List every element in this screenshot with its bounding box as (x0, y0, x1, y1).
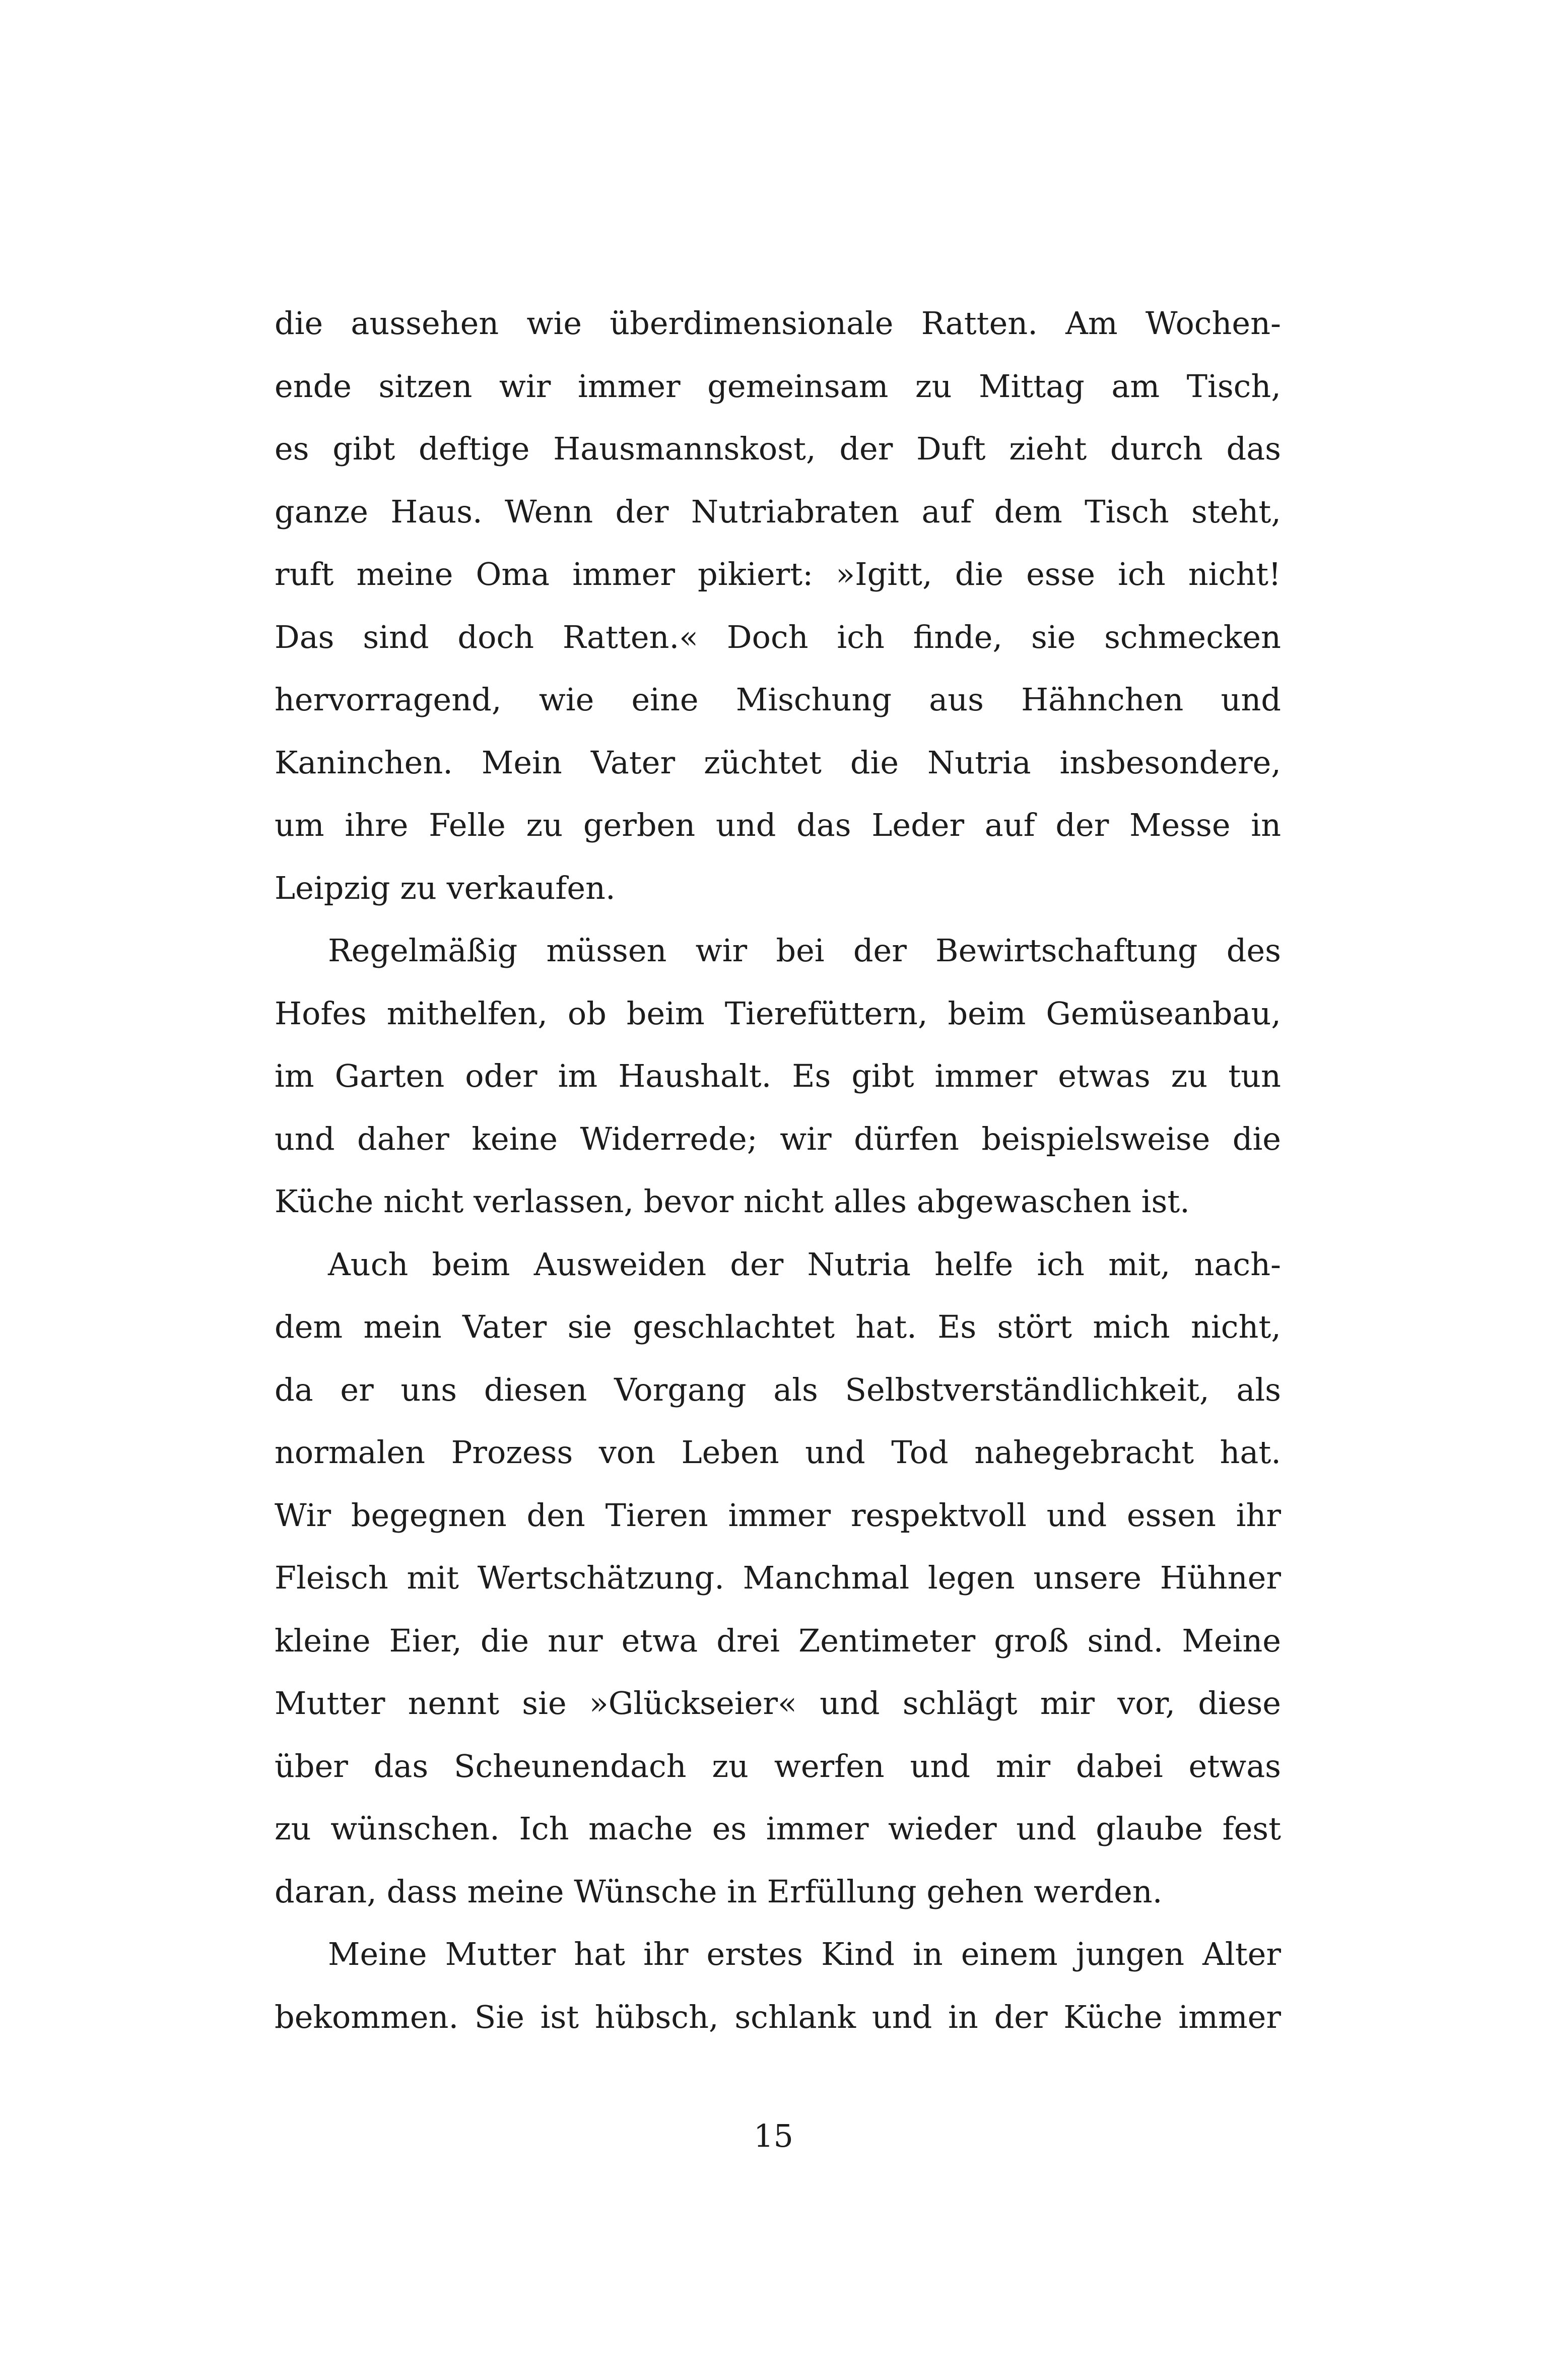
text-line: Küche nicht verlassen, bevor nicht alles abgewaschen ist. (275, 1183, 1190, 1220)
text-line: Wir begegnen den Tieren immer respektvoll und essen ihr (275, 1496, 1281, 1534)
text-line: über das Scheunendach zu werfen und mir dabei etwas (275, 1747, 1281, 1784)
text-line: normalen Prozess von Leben und Tod nahegebracht hat. (275, 1434, 1281, 1471)
text-line: Meine Mutter hat ihr erstes Kind in einem jungen Alter (328, 1936, 1281, 1972)
text-line: zu wünschen. Ich mache es immer wieder und glaube fest (275, 1810, 1281, 1847)
text-line: um ihre Felle zu gerben und das Leder auf der Messe in (275, 807, 1281, 843)
text-line: Kaninchen. Mein Vater züchtet die Nutria insbesondere, (275, 744, 1281, 781)
text-line: Mutter nennt sie »Glückseier« und schlägt mir vor, diese (275, 1685, 1281, 1722)
text-line: Fleisch mit Wertschätzung. Manchmal legen unsere Hühner (275, 1559, 1281, 1596)
text-line: Hofes mithelfen, ob beim Tierefüttern, beim Gemüseanbau, (275, 995, 1281, 1032)
page-number: 15 (754, 2118, 793, 2154)
text-line: Regelmäßig müssen wir bei der Bewirtschaftung des (328, 932, 1281, 969)
text-line: ganze Haus. Wenn der Nutriabraten auf dem Tisch steht, (275, 493, 1281, 530)
text-line: Das sind doch Ratten.« Doch ich finde, sie schmecken (275, 618, 1281, 655)
text-line: da er uns diesen Vorgang als Selbstverständlichkeit, als (275, 1371, 1281, 1408)
text-line: es gibt deftige Hausmannskost, der Duft zieht durch das (275, 430, 1281, 467)
text-line: Auch beim Ausweiden der Nutria helfe ich mit, nach- (328, 1245, 1281, 1283)
text-line: kleine Eier, die nur etwa drei Zentimeter groß sind. Meine (275, 1622, 1281, 1659)
text-line: ruft meine Oma immer pikiert: »Igitt, die esse ich nicht! (275, 556, 1281, 592)
text-line: bekommen. Sie ist hübsch, schlank und in der Küche immer (275, 1998, 1281, 2035)
text-line: daran, dass meine Wünsche in Erfüllung gehen werden. (275, 1873, 1163, 1910)
text-line: im Garten oder im Haushalt. Es gibt immer etwas zu tun (275, 1057, 1281, 1094)
body-text (275, 292, 1281, 2048)
text-line: hervorragend, wie eine Mischung aus Hähnchen und (275, 681, 1281, 718)
text-line: ende sitzen wir immer gemeinsam zu Mittag am Tisch, (275, 367, 1281, 405)
text-line: und daher keine Widerrede; wir dürfen beispielsweise die (275, 1120, 1281, 1157)
text-line: Leipzig zu verkaufen. (275, 869, 616, 906)
text-line: dem mein Vater sie geschlachtet hat. Es stört mich nicht, (275, 1308, 1281, 1345)
text-line: die aussehen wie überdimensionale Ratten. Am Wochen- (275, 305, 1281, 342)
